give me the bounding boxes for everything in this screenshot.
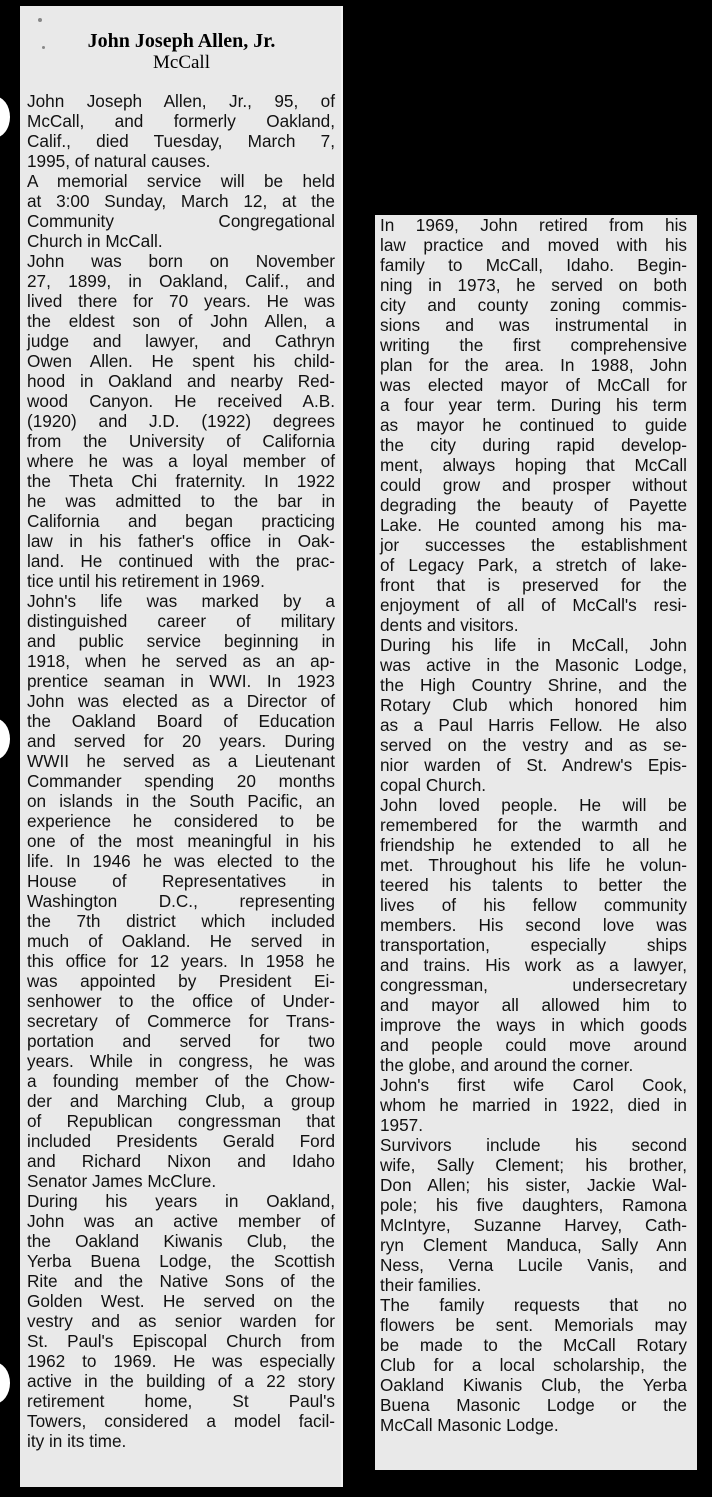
text-line: the Oakland Board of Education — [27, 711, 335, 731]
text-line: at 3:00 Sunday, March 12, at the — [27, 191, 335, 211]
text-line: family to McCall, Idaho. Begin- — [380, 255, 687, 275]
text-line: this office for 12 years. In 1958 he — [27, 951, 335, 971]
text-line: sions and was instrumental in — [380, 315, 687, 335]
text-line: wife, Sally Clement; his brother, — [380, 1155, 687, 1175]
text-line: jor successes the establishment — [380, 535, 687, 555]
text-line: congressman, undersecretary — [380, 975, 687, 995]
text-line: their families. — [380, 1275, 482, 1295]
text-line: the Theta Chi fraternity. In 1922 — [27, 471, 335, 491]
text-line: teered his talents to better the — [380, 875, 687, 895]
text-line: Owen Allen. He spent his child- — [27, 351, 335, 371]
text-line: he was admitted to the bar in — [27, 491, 335, 511]
text-line: whom he married in 1922, died in — [380, 1095, 687, 1115]
text-line: Survivors include his second — [380, 1135, 687, 1155]
text-line: Lake. He counted among his ma- — [380, 515, 687, 535]
text-line: St. Paul's Episcopal Church from — [27, 1331, 335, 1351]
text-line: copal Church. — [380, 775, 487, 795]
punch-hole-top — [0, 96, 10, 138]
text-line: writing the first comprehensive — [380, 335, 687, 355]
text-line: WWII he served as a Lieutenant — [27, 751, 335, 771]
text-line: the globe, and around the corner. — [380, 1055, 634, 1075]
text-line: enjoyment of all of McCall's resi- — [380, 595, 687, 615]
text-line: Rotary Club which honored him — [380, 695, 687, 715]
text-line: hood in Oakland and nearby Red- — [27, 371, 335, 391]
text-line: retirement home, St Paul's — [27, 1391, 335, 1411]
text-line: Oakland Kiwanis Club, the Yerba — [380, 1375, 687, 1395]
text-line: senhower to the office of Under- — [27, 991, 335, 1011]
text-line: on islands in the South Pacific, an — [27, 791, 335, 811]
text-line: city and county zoning commis- — [380, 295, 687, 315]
text-line: law in his father's office in Oak- — [27, 531, 335, 551]
text-line: Don Allen; his sister, Jackie Wal- — [380, 1175, 687, 1195]
text-line: judge and lawyer, and Cathryn — [27, 331, 335, 351]
text-line: dents and visitors. — [380, 615, 519, 635]
text-line: 27, 1899, in Oakland, Calif., and — [27, 271, 335, 291]
text-line: lives of his fellow community — [380, 895, 687, 915]
text-line: a four year term. During his term — [380, 395, 687, 415]
text-line: from the University of California — [27, 431, 335, 451]
text-line: could grow and prosper without — [380, 475, 687, 495]
text-line: law practice and moved with his — [380, 235, 687, 255]
text-line: of Legacy Park, a stretch of lake- — [380, 555, 687, 575]
text-line: McCall, and formerly Oakland, — [27, 111, 335, 131]
text-line: portation and served for two — [27, 1031, 335, 1051]
text-line: and mayor all allowed him to — [380, 995, 687, 1015]
text-line: Washington D.C., representing — [27, 891, 335, 911]
text-line: John loved people. He will be — [380, 795, 687, 815]
scan-speck — [42, 46, 45, 49]
text-line: Yerba Buena Lodge, the Scottish — [27, 1251, 335, 1271]
scan-speck — [38, 18, 42, 22]
text-line: Ness, Verna Lucile Vanis, and — [380, 1255, 687, 1275]
text-line: Rite and the Native Sons of the — [27, 1271, 335, 1291]
text-line: The family requests that no — [380, 1295, 687, 1315]
text-line: Senator James McClure. — [27, 1171, 217, 1191]
punch-hole-bottom — [0, 1362, 10, 1404]
text-line: life. In 1946 he was elected to the — [27, 851, 335, 871]
text-line: of Republican congressman that — [27, 1111, 335, 1131]
text-line: John Joseph Allen, Jr., 95, of — [27, 91, 335, 111]
text-line: In 1969, John retired from his — [380, 215, 687, 235]
text-line: the Oakland Kiwanis Club, the — [27, 1231, 335, 1251]
text-line: Calif., died Tuesday, March 7, — [27, 131, 335, 151]
text-line: members. His second love was — [380, 915, 687, 935]
text-line: House of Representatives in — [27, 871, 335, 891]
text-line: as mayor he continued to guide — [380, 415, 687, 435]
text-line: ment, always hoping that McCall — [380, 455, 687, 475]
text-line: and people could move around — [380, 1035, 687, 1055]
obituary-town: McCall — [153, 52, 210, 73]
text-line: friendship he extended to all he — [380, 835, 687, 855]
text-line: secretary of Commerce for Trans- — [27, 1011, 335, 1031]
text-line: McIntyre, Suzanne Harvey, Cath- — [380, 1215, 687, 1235]
text-line: der and Marching Club, a group — [27, 1091, 335, 1111]
text-line: was elected mayor of McCall for — [380, 375, 687, 395]
text-line: served on the vestry and as se- — [380, 735, 687, 755]
text-line: 1962 to 1969. He was especially — [27, 1351, 335, 1371]
text-line: degrading the beauty of Payette — [380, 495, 687, 515]
text-line: A memorial service will be held — [27, 171, 335, 191]
text-line: Church in McCall. — [27, 231, 163, 251]
text-line: ning in 1973, he served on both — [380, 275, 687, 295]
text-line: Towers, considered a model facil- — [27, 1411, 335, 1431]
text-line: one of the most meaningful in his — [27, 831, 335, 851]
text-line: nior warden of St. Andrew's Epis- — [380, 755, 687, 775]
text-line: McCall Masonic Lodge. — [380, 1415, 559, 1435]
text-line: Commander spending 20 months — [27, 771, 335, 791]
text-line: was active in the Masonic Lodge, — [380, 655, 687, 675]
text-line: flowers be sent. Memorials may — [380, 1315, 687, 1335]
text-line: land. He continued with the prac- — [27, 551, 335, 571]
text-line: be made to the McCall Rotary — [380, 1335, 687, 1355]
text-line: transportation, especially ships — [380, 935, 687, 955]
text-line: where he was a loyal member of — [27, 451, 335, 471]
text-line: ryn Clement Manduca, Sally Ann — [380, 1235, 687, 1255]
text-line: included Presidents Gerald Ford — [27, 1131, 335, 1151]
text-line: Buena Masonic Lodge or the — [380, 1395, 687, 1415]
text-line: 1957. — [380, 1115, 424, 1135]
text-line: much of Oakland. He served in — [27, 931, 335, 951]
text-line: the 7th district which included — [27, 911, 335, 931]
clipping-right-column — [375, 215, 697, 1470]
text-line: California and began practicing — [27, 511, 335, 531]
text-line: vestry and as senior warden for — [27, 1311, 335, 1331]
text-line: the High Country Shrine, and the — [380, 675, 687, 695]
text-line: a founding member of the Chow- — [27, 1071, 335, 1091]
text-line: John was elected as a Director of — [27, 691, 335, 711]
text-line: distinguished career of military — [27, 611, 335, 631]
text-line: pole; his five daughters, Ramona — [380, 1195, 687, 1215]
text-line: (1920) and J.D. (1922) degrees — [27, 411, 335, 431]
obituary-title: John Joseph Allen, Jr. — [87, 30, 276, 52]
text-line: plan for the area. In 1988, John — [380, 355, 687, 375]
text-line: 1918, when he served as an ap- — [27, 651, 335, 671]
text-line: and public service beginning in — [27, 631, 335, 651]
text-line: John was born on November — [27, 251, 335, 271]
text-line: met. Throughout his life he volun- — [380, 855, 687, 875]
text-line: and served for 20 years. During — [27, 731, 335, 751]
text-line: and Richard Nixon and Idaho — [27, 1151, 335, 1171]
text-line: Golden West. He served on the — [27, 1291, 335, 1311]
text-line: tice until his retirement in 1969. — [27, 571, 265, 591]
text-line: the city during rapid develop- — [380, 435, 687, 455]
text-line: years. While in congress, he was — [27, 1051, 335, 1071]
text-line: front that is preserved for the — [380, 575, 687, 595]
text-line: 1995, of natural causes. — [27, 151, 211, 171]
text-line: active in the building of a 22 story — [27, 1371, 335, 1391]
text-line: prentice seaman in WWI. In 1923 — [27, 671, 335, 691]
text-line: Community Congregational — [27, 211, 335, 231]
text-line: During his years in Oakland, — [27, 1191, 335, 1211]
text-line: John's life was marked by a — [27, 591, 335, 611]
text-line: as a Paul Harris Fellow. He also — [380, 715, 687, 735]
punch-hole-middle — [0, 718, 10, 760]
text-line: experience he considered to be — [27, 811, 335, 831]
clipping-left-column — [20, 6, 343, 1487]
text-line: lived there for 70 years. He was — [27, 291, 335, 311]
text-line: Club for a local scholarship, the — [380, 1355, 687, 1375]
text-line: remembered for the warmth and — [380, 815, 687, 835]
text-line: the eldest son of John Allen, a — [27, 311, 335, 331]
text-line: wood Canyon. He received A.B. — [27, 391, 335, 411]
text-line: ity in its time. — [27, 1431, 127, 1451]
text-line: improve the ways in which goods — [380, 1015, 687, 1035]
text-line: and trains. His work as a lawyer, — [380, 955, 687, 975]
text-line: John was an active member of — [27, 1211, 335, 1231]
text-line: During his life in McCall, John — [380, 635, 687, 655]
text-line: John's first wife Carol Cook, — [380, 1075, 687, 1095]
text-line: was appointed by President Ei- — [27, 971, 335, 991]
